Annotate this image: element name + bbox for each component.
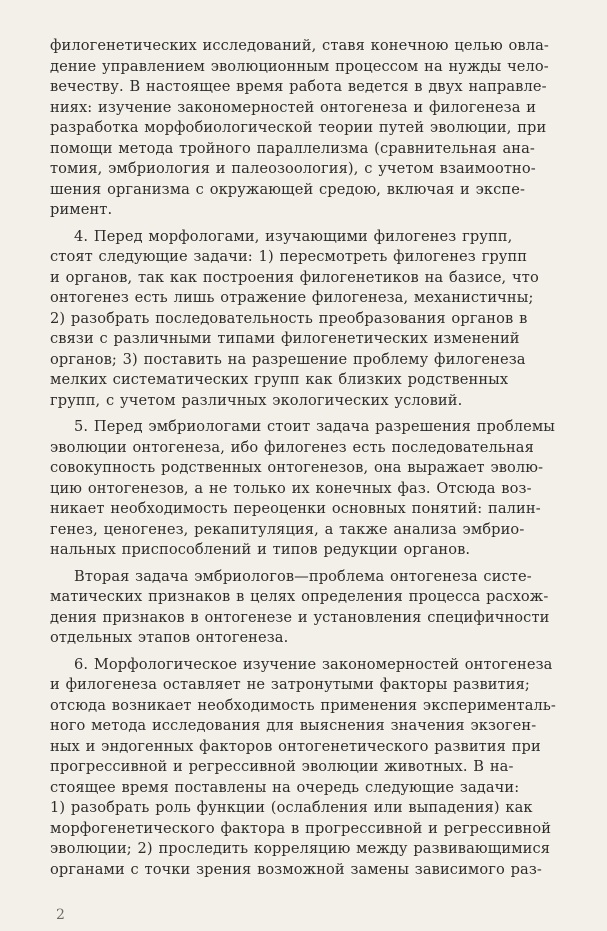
- paragraph-5-embryologists: 5. Перед эмбриологами стоит задача разрешения проблемы эволюции онтогенеза, ибо филогенез есть последовательная совокупность родственных онтогенезов, она выражает эволю- цию онтогенезов, а не только их конечных фаз. Отсюда воз- никает необходимость переоценки основных понятий: палин- генез, ценогенез, рекапитуляция, а также анализа эмбрио- нальных приспособлений и типов редукции органов.: [50, 418, 556, 558]
- paragraph-second-task: Вторая задача эмбриологов—проблема онтогенеза систе- матических признаков в целях определения процесса расхож- дения признаков в онтогенезе и установления специфичности отдельных этапов онтогенеза.: [50, 567, 550, 646]
- paragraph-4-morphologists: 4. Перед морфологами, изучающими филогенез групп, стоят следующие задачи: 1) пересмотреть филогенез групп и органов, так как построения филогенетиков на базисе, что онтогенез есть лишь отражение филогенеза, механистичны; 2) разобрать последовательность преобразования органов в связи с различными типами филогенетических изменений органов; 3) поставить на разрешение проблему филогенеза мелких систематических групп как близких родственных групп, с учетом различных экологических условий.: [50, 227, 539, 409]
- paragraph-6-factors: 6. Морфологическое изучение закономерностей онтогенеза и филогенеза оставляет не затронутыми факторы развития; отсюда возникает необходимость применения эксперименталь- ного метода исследования для выяснения значения экзоген- ных и эндогенных факторов онтогенетического развития при прогрессивной и регрессивной эволюции животных. В на- стоящее время поставлены на очередь следующие задачи: 1) разобрать роль функции (ослабления или выпадения) как морфогенетического фактора в прогрессивной и регрессивной эволюции; 2) проследить корреляцию между развивающимися органами с точки зрения возможной замены зависимого раз-: [50, 655, 556, 878]
- paragraph-intro-continuation: филогенетических исследований, ставя конечною целью овла- дение управлением эволюционным процессом на нужды чело- вечеству. В настоящее время работа ведется в двух направле- ниях: изучение закономерностей онтогенеза и филогенеза и разработка морфобиологической теории путей эволюции, при помощи метода тройного параллелизма (сравнительная ана- томия, эмбриология и палеозоология), с учетом взаимоотно- шения организма с окружающей средою, включая и экспе- римент.: [50, 37, 549, 218]
- page-number: 2: [56, 907, 65, 923]
